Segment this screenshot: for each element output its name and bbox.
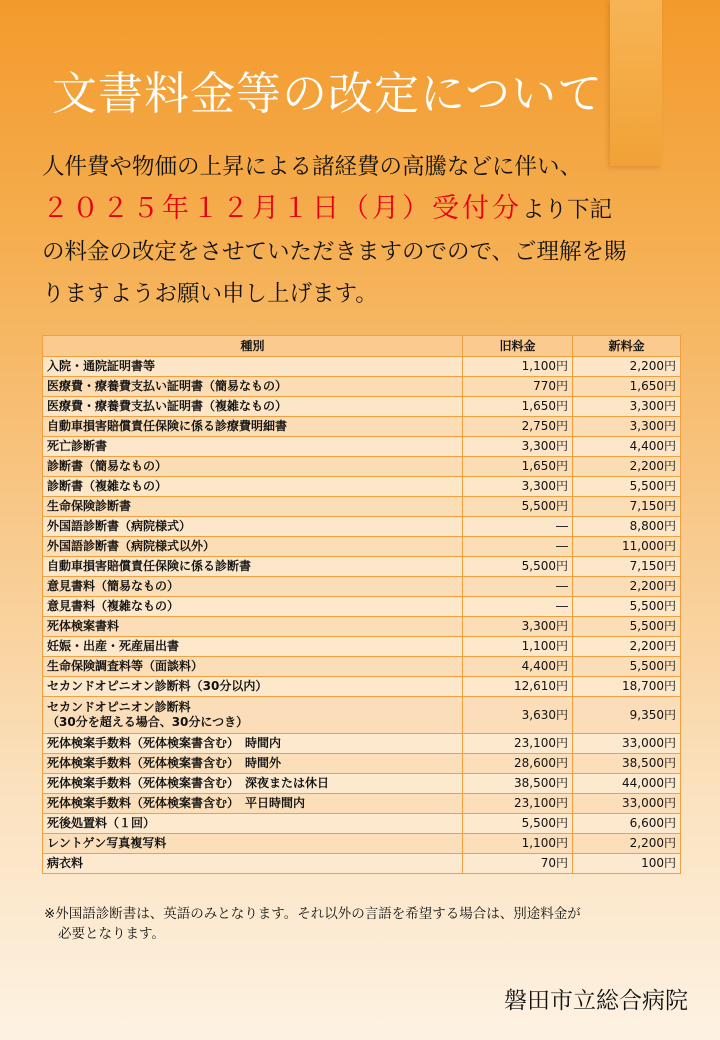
- new-fee-cell: 5,500円: [573, 477, 681, 497]
- old-fee-cell: ―: [463, 577, 573, 597]
- old-fee-cell: 1,650円: [463, 397, 573, 417]
- fee-type-cell: 死後処置料（１回）: [43, 814, 463, 834]
- table-row: [43, 814, 681, 834]
- new-fee-cell: 5,500円: [573, 597, 681, 617]
- new-fee-cell: 2,200円: [573, 457, 681, 477]
- old-fee-cell: 70円: [463, 854, 573, 874]
- new-fee-cell: 2,200円: [573, 834, 681, 854]
- new-fee-cell: 11,000円: [573, 537, 681, 557]
- fee-type-cell: 死体検案手数料（死体検案書含む） 平日時間内: [43, 794, 463, 814]
- new-fee-cell: 6,600円: [573, 814, 681, 834]
- intro-line-3: の料金の改定をさせていただきますのでので、ご理解を賜: [42, 239, 627, 265]
- table-row: [43, 657, 681, 677]
- table-row: [43, 437, 681, 457]
- table-row: [43, 854, 681, 874]
- table-row: [43, 417, 681, 437]
- table-row: [43, 457, 681, 477]
- fee-type-cell: 意見書料（複雑なもの）: [43, 597, 463, 617]
- table-row: [43, 637, 681, 657]
- fee-type-cell: 自動車損害賠償責任保険に係る診断書: [43, 557, 463, 577]
- old-fee-cell: 1,100円: [463, 357, 573, 377]
- new-fee-cell: 2,200円: [573, 357, 681, 377]
- new-fee-cell: 38,500円: [573, 754, 681, 774]
- new-fee-cell: 5,500円: [573, 657, 681, 677]
- table-row: [43, 597, 681, 617]
- old-fee-cell: ―: [463, 517, 573, 537]
- fee-type-cell: 診断書（複雑なもの）: [43, 477, 463, 497]
- old-fee-cell: 12,610円: [463, 677, 573, 697]
- old-fee-cell: 4,400円: [463, 657, 573, 677]
- new-fee-cell: 7,150円: [573, 557, 681, 577]
- fee-type-cell: 意見書料（簡易なもの）: [43, 577, 463, 597]
- old-fee-cell: 1,100円: [463, 834, 573, 854]
- new-fee-cell: 44,000円: [573, 774, 681, 794]
- fee-type-cell: 生命保険診断書: [43, 497, 463, 517]
- table-row: [43, 397, 681, 417]
- table-row: [43, 774, 681, 794]
- new-fee-cell: 1,650円: [573, 377, 681, 397]
- old-fee-cell: 5,500円: [463, 814, 573, 834]
- old-fee-cell: ―: [463, 537, 573, 557]
- new-fee-cell: 100円: [573, 854, 681, 874]
- fee-type-cell: 診断書（簡易なもの）: [43, 457, 463, 477]
- fee-type-cell: 死体検案手数料（死体検案書含む） 時間内: [43, 734, 463, 754]
- old-fee-cell: 1,650円: [463, 457, 573, 477]
- old-fee-cell: 3,630円: [463, 697, 573, 734]
- new-fee-cell: 5,500円: [573, 617, 681, 637]
- table-row: [43, 794, 681, 814]
- old-fee-cell: 28,600円: [463, 754, 573, 774]
- fee-type-cell: 医療費・療養費支払い証明書（簡易なもの）: [43, 377, 463, 397]
- fee-type-cell: セカンドオピニオン診断料（30分以内）: [43, 677, 463, 697]
- intro-line-4: りますようお願い申し上げます。: [42, 281, 378, 307]
- old-fee-cell: 3,300円: [463, 437, 573, 457]
- fee-rows: [43, 357, 681, 874]
- fee-type-cell: 外国語診断書（病院様式以外）: [43, 537, 463, 557]
- new-fee-cell: 7,150円: [573, 497, 681, 517]
- old-fee-cell: 3,300円: [463, 617, 573, 637]
- table-row: [43, 377, 681, 397]
- table-row: [43, 517, 681, 537]
- fee-type-cell: 死体検案書料: [43, 617, 463, 637]
- fee-type-cell: 死亡診断書: [43, 437, 463, 457]
- table-row: [43, 537, 681, 557]
- new-fee-cell: 3,300円: [573, 397, 681, 417]
- header-old-fee: 旧料金: [463, 336, 573, 357]
- table-row: [43, 834, 681, 854]
- old-fee-cell: 23,100円: [463, 734, 573, 754]
- new-fee-cell: 8,800円: [573, 517, 681, 537]
- footnote-line-2: 必要となります。: [58, 926, 165, 942]
- old-fee-cell: 770円: [463, 377, 573, 397]
- new-fee-cell: 3,300円: [573, 417, 681, 437]
- fee-type-cell: レントゲン写真複写料: [43, 834, 463, 854]
- footnote-line-1: ※外国語診断書は、英語のみとなります。それ以外の言語を希望する場合は、別途料金が: [44, 906, 581, 922]
- new-fee-cell: 2,200円: [573, 577, 681, 597]
- new-fee-cell: 2,200円: [573, 637, 681, 657]
- intro-line-2: より下記: [522, 197, 613, 223]
- new-fee-cell: 4,400円: [573, 437, 681, 457]
- table-row: [43, 677, 681, 697]
- fee-type-cell: 死体検案手数料（死体検案書含む） 時間外: [43, 754, 463, 774]
- table-row: [43, 557, 681, 577]
- footnote: [44, 904, 684, 944]
- old-fee-cell: 5,500円: [463, 497, 573, 517]
- new-fee-cell: 33,000円: [573, 794, 681, 814]
- new-fee-cell: 33,000円: [573, 734, 681, 754]
- fee-type-cell: 病衣料: [43, 854, 463, 874]
- page-title: 文書料金等の改定について: [52, 67, 604, 120]
- fee-type-cell: 生命保険調査料等（面談料）: [43, 657, 463, 677]
- table-row: [43, 617, 681, 637]
- effective-date: ２０２５年１２月１日（月）受付分: [42, 193, 522, 224]
- old-fee-cell: 3,300円: [463, 477, 573, 497]
- header-new-fee: 新料金: [573, 336, 681, 357]
- fee-type-cell: 入院・通院証明書等: [43, 357, 463, 377]
- old-fee-cell: 38,500円: [463, 774, 573, 794]
- table-row: [43, 697, 681, 734]
- fee-type-cell: セカンドオピニオン診断料 （30分を超える場合、30分につき）: [43, 697, 463, 734]
- table-header-row: [43, 336, 681, 357]
- fee-type-cell: 医療費・療養費支払い証明書（複雑なもの）: [43, 397, 463, 417]
- fee-table: [42, 335, 681, 874]
- old-fee-cell: 5,500円: [463, 557, 573, 577]
- fee-type-cell: 外国語診断書（病院様式）: [43, 517, 463, 537]
- table-row: [43, 477, 681, 497]
- old-fee-cell: 1,100円: [463, 637, 573, 657]
- table-row: [43, 497, 681, 517]
- old-fee-cell: 2,750円: [463, 417, 573, 437]
- intro-line-1: 人件費や物価の上昇による諸経費の高騰などに伴い、: [42, 154, 583, 180]
- table-row: [43, 754, 681, 774]
- intro-text: [42, 146, 682, 315]
- hospital-name: 磐田市立総合病院: [504, 988, 688, 1014]
- fee-type-cell: 自動車損害賠償責任保険に係る診療費明細書: [43, 417, 463, 437]
- table-row: [43, 734, 681, 754]
- header-type: 種別: [43, 336, 463, 357]
- new-fee-cell: 18,700円: [573, 677, 681, 697]
- fee-type-cell: 死体検案手数料（死体検案書含む） 深夜または休日: [43, 774, 463, 794]
- fee-type-cell: 妊娠・出産・死産届出書: [43, 637, 463, 657]
- new-fee-cell: 9,350円: [573, 697, 681, 734]
- table-row: [43, 577, 681, 597]
- table-row: [43, 357, 681, 377]
- old-fee-cell: 23,100円: [463, 794, 573, 814]
- old-fee-cell: ―: [463, 597, 573, 617]
